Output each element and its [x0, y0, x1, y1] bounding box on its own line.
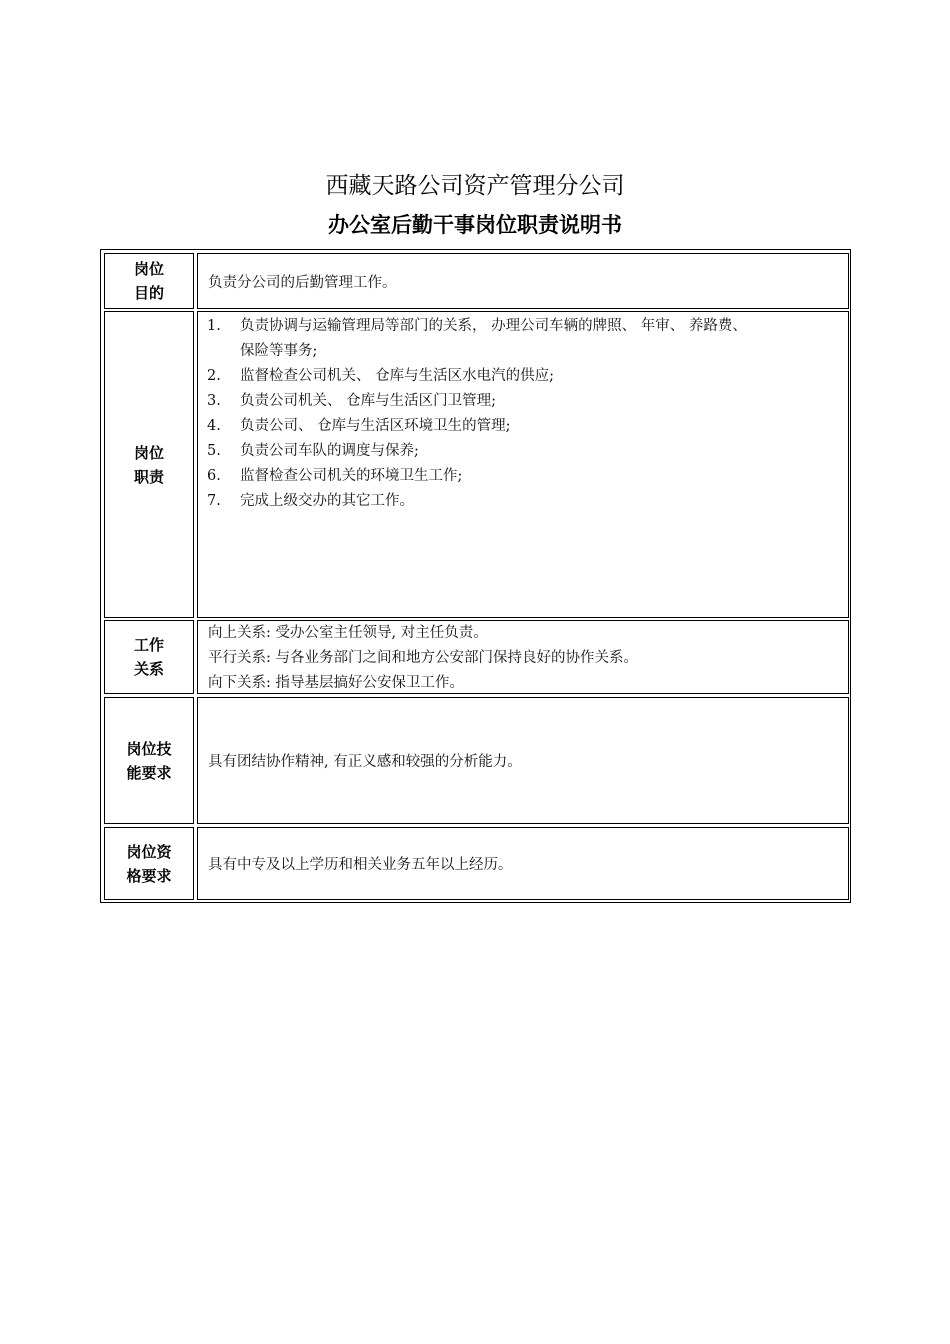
duty-number: 1.	[207, 318, 221, 334]
purpose-label-line1: 岗位	[133, 260, 164, 278]
row-duties	[104, 311, 849, 618]
duty-item	[198, 489, 848, 514]
relation-parallel: 平行关系: 与各业务部门之间和地方公安部门保持良好的协作关系。	[208, 650, 638, 666]
relations-label-line1: 工作	[133, 636, 164, 654]
relations-content	[197, 620, 849, 694]
qualifications-text: 具有中专及以上学历和相关业务五年以上经历。	[208, 857, 513, 873]
qualifications-label-line2: 格要求	[126, 866, 172, 885]
duty-text: 负责公司、 仓库与生活区环境卫生的管理;	[240, 418, 511, 434]
skills-label	[104, 697, 194, 824]
skills-text: 具有团结协作精神, 有正义感和较强的分析能力。	[208, 754, 522, 770]
duties-content	[197, 311, 849, 618]
qualifications-label	[104, 827, 194, 900]
duty-text-continued: 保险等事务;	[240, 343, 318, 359]
row-relations	[104, 620, 849, 694]
duty-item	[198, 364, 848, 389]
duty-number: 4.	[207, 418, 221, 434]
duty-number: 6.	[207, 468, 221, 484]
row-skills	[104, 697, 849, 824]
purpose-label-line2: 目的	[133, 284, 164, 302]
relation-down: 向下关系: 指导基层搞好公安保卫工作。	[208, 675, 464, 691]
skills-label-line2: 能要求	[126, 763, 172, 782]
row-qualifications	[104, 827, 849, 900]
document-title: 办公室后勤干事岗位职责说明书	[328, 213, 622, 237]
duty-text: 监督检查公司机关、 仓库与生活区水电汽的供应;	[240, 368, 554, 384]
relations-label	[104, 620, 194, 694]
duty-item	[198, 439, 848, 464]
duty-item	[198, 314, 848, 364]
duties-label-line2: 职责	[133, 467, 164, 486]
relation-up: 向上关系: 受办公室主任领导, 对主任负责。	[208, 625, 488, 641]
duty-number: 2.	[207, 368, 221, 384]
qualifications-content	[197, 827, 849, 900]
duty-number: 5.	[207, 443, 221, 459]
duty-item	[198, 464, 848, 489]
relations-label-line2: 关系	[133, 660, 164, 678]
duty-text: 负责公司机关、 仓库与生活区门卫管理;	[240, 393, 496, 409]
row-purpose	[104, 253, 849, 309]
duty-text: 完成上级交办的其它工作。	[240, 493, 414, 509]
job-description-table	[100, 249, 851, 903]
duty-item	[198, 389, 848, 414]
skills-content	[197, 697, 849, 824]
duty-list	[198, 312, 848, 514]
duty-text: 负责协调与运输管理局等部门的关系， 办理公司车辆的牌照、 年审、 养路费、	[240, 318, 747, 334]
duty-number: 3.	[207, 393, 221, 409]
skills-label-line1: 岗位技	[126, 739, 172, 758]
company-title: 西藏天路公司资产管理分公司	[325, 173, 625, 199]
qualifications-label-line1: 岗位资	[126, 842, 172, 861]
duty-text: 负责公司车队的调度与保养;	[240, 443, 419, 459]
purpose-text: 负责分公司的后勤管理工作。	[208, 274, 397, 291]
duties-label-line1: 岗位	[133, 443, 164, 462]
duty-item	[198, 414, 848, 439]
duty-text: 监督检查公司机关的环境卫生工作;	[240, 468, 463, 484]
duties-label	[104, 311, 194, 618]
duty-number: 7.	[207, 493, 221, 509]
purpose-content	[197, 253, 849, 309]
purpose-label	[104, 253, 194, 309]
